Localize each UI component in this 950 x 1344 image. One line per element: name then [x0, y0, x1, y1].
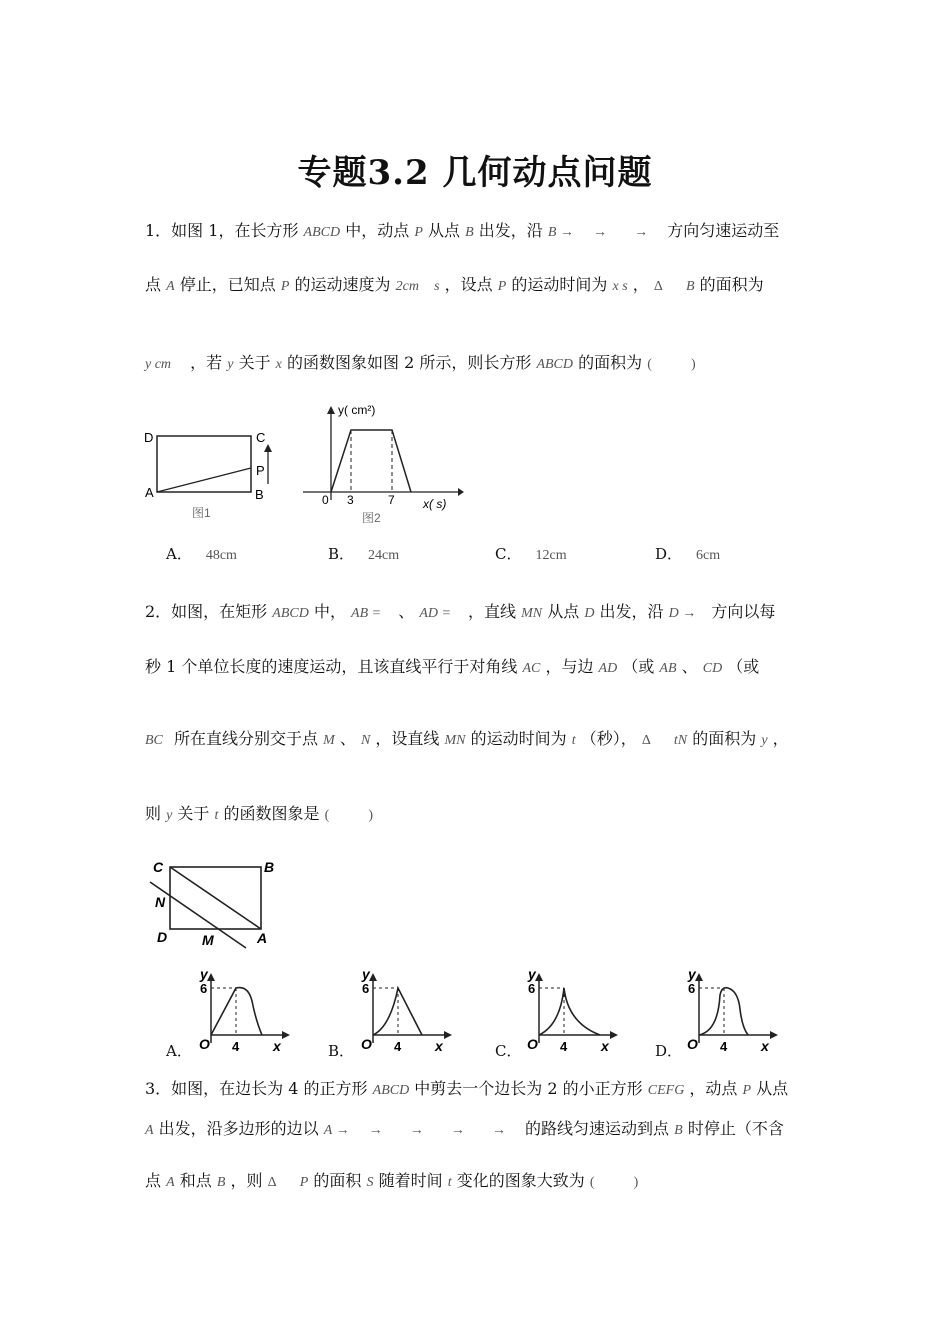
- y-label: y: [528, 966, 536, 982]
- option-value: 6cm: [696, 548, 721, 563]
- math: D: [584, 606, 595, 621]
- label-d: D: [157, 929, 168, 945]
- text: 所在直线分别交于点: [173, 729, 318, 748]
- math: D →: [668, 606, 697, 621]
- q2-option-b[interactable]: [328, 1040, 354, 1061]
- segment-ap: [157, 468, 251, 492]
- text: 的运动时间为: [511, 275, 608, 294]
- arrow-head-icon: [264, 444, 272, 452]
- math: AC: [522, 661, 541, 676]
- math: →: [593, 225, 607, 240]
- answer-paren: (: [589, 1175, 595, 1190]
- math: y cm: [145, 357, 172, 372]
- math: →: [409, 1123, 424, 1138]
- math: x s: [612, 279, 628, 294]
- origin-label: O: [527, 1036, 538, 1052]
- math: →: [368, 1123, 383, 1138]
- text: ，: [772, 729, 789, 748]
- y-axis-label: y( cm²): [338, 403, 376, 417]
- text: 从点: [427, 221, 460, 240]
- text: ，若: [190, 353, 223, 372]
- y-label: y: [362, 966, 370, 982]
- text: 停止，已知点: [179, 275, 276, 294]
- tick-label: 6: [362, 981, 370, 996]
- text: ，设点: [444, 275, 493, 294]
- function-graph: [539, 988, 600, 1035]
- y-axis-arrow-icon: [327, 406, 335, 414]
- answer-paren: (: [324, 808, 330, 823]
- math: ABCD: [372, 1083, 410, 1098]
- math: →: [491, 1123, 506, 1138]
- answer-paren: ): [633, 1175, 639, 1190]
- y-axis-arrow-icon: [535, 973, 543, 981]
- text: 的面积为: [578, 353, 643, 372]
- text: 的面积为: [699, 275, 764, 294]
- x-axis-arrow-icon: [770, 1031, 778, 1039]
- answer-paren: (: [647, 357, 652, 372]
- text: 变化的图象大致为: [456, 1171, 585, 1190]
- text: 中剪去一个边长为 2 的小正方形: [414, 1079, 643, 1098]
- math: t: [571, 733, 576, 748]
- y-label: y: [200, 966, 208, 982]
- text: 时停止（不含: [687, 1119, 784, 1138]
- y-axis-arrow-icon: [369, 973, 377, 981]
- math: B: [216, 1175, 226, 1190]
- text: 的运动时间为: [470, 729, 567, 748]
- option-label: D．: [655, 545, 683, 563]
- q2-line-4: [145, 803, 373, 827]
- math: y: [227, 357, 234, 372]
- q2-option-d[interactable]: [655, 1040, 682, 1061]
- option-label: B．: [328, 1042, 355, 1060]
- q2-line-2: [145, 656, 759, 680]
- text: 点: [145, 1171, 162, 1190]
- tick-label: 4: [560, 1039, 568, 1054]
- math: t: [214, 808, 219, 823]
- math: tN: [673, 733, 688, 748]
- q1-option-b[interactable]: [328, 543, 399, 564]
- text: 方向匀速运动至: [667, 221, 780, 240]
- x-label: x: [761, 1038, 769, 1054]
- function-graph: [331, 430, 411, 492]
- label-a: A: [145, 485, 154, 500]
- option-label: A．: [166, 545, 192, 563]
- text: 的函数图象如图 2 所示，则长方形: [286, 353, 532, 372]
- math: y: [166, 808, 173, 823]
- math: y: [761, 733, 768, 748]
- x-axis-arrow-icon: [610, 1031, 618, 1039]
- math: AB =: [351, 606, 382, 621]
- tick-label: 6: [528, 981, 536, 996]
- tick-label: 6: [200, 981, 208, 996]
- y-label: y: [688, 966, 696, 982]
- label-c: C: [153, 859, 164, 875]
- text: 随着时间: [378, 1171, 443, 1190]
- x-label: x: [435, 1038, 443, 1054]
- x-axis-label: x( s): [423, 497, 447, 511]
- x-axis-arrow-icon: [444, 1031, 452, 1039]
- math: A: [166, 279, 175, 294]
- math: Δ: [267, 1175, 277, 1190]
- text: 的运动速度为: [294, 275, 391, 294]
- q2-graph-d: [684, 965, 780, 1057]
- q2-graph-b: [358, 965, 454, 1057]
- text: 和点: [179, 1171, 212, 1190]
- text: 的面积: [313, 1171, 362, 1190]
- text: ，动点: [689, 1079, 738, 1098]
- y-axis-arrow-icon: [695, 973, 703, 981]
- math: x: [275, 357, 282, 372]
- q1-figure-2: [298, 398, 468, 530]
- figure-caption: 图2: [362, 511, 381, 525]
- text: 从点: [756, 1079, 789, 1098]
- math: P: [497, 279, 507, 294]
- text: ，与边: [545, 657, 594, 676]
- option-label: D．: [655, 1042, 683, 1060]
- math: B →: [547, 225, 574, 240]
- text: 点: [145, 275, 162, 294]
- figure-caption: 图1: [192, 506, 211, 520]
- label-d: D: [144, 430, 154, 445]
- text: 的路线匀速运动到点: [525, 1119, 670, 1138]
- text: 从点: [547, 602, 580, 621]
- text: 关于: [177, 804, 210, 823]
- text: 2．如图，在矩形: [145, 602, 268, 621]
- text: 中，: [313, 602, 346, 621]
- math: 2cm: [395, 279, 419, 294]
- text: 出发，沿: [478, 221, 543, 240]
- x-label: x: [273, 1038, 281, 1054]
- math: MN: [444, 733, 466, 748]
- q2-graph-c: [524, 965, 620, 1057]
- text: 1．如图 1，在长方形: [145, 221, 299, 240]
- q1-line-2: [145, 274, 764, 298]
- origin-label: O: [361, 1036, 372, 1052]
- q3-line-1: [145, 1078, 788, 1102]
- label-a: A: [257, 930, 268, 946]
- tick-label: 3: [347, 493, 354, 507]
- q2-line-1: [145, 601, 775, 625]
- math: A →: [323, 1123, 350, 1138]
- tick-label: 6: [688, 981, 696, 996]
- math: MN: [521, 606, 543, 621]
- math: →: [634, 225, 649, 240]
- math: Δ: [653, 279, 663, 294]
- math: AD: [598, 661, 618, 676]
- math: A: [145, 1123, 154, 1138]
- label-n: N: [155, 894, 166, 910]
- label-m: M: [202, 932, 214, 948]
- math: P: [299, 1175, 309, 1190]
- math: M: [323, 733, 335, 748]
- text: 、: [339, 729, 356, 748]
- option-label: A．: [166, 1042, 192, 1060]
- math: S: [366, 1175, 374, 1190]
- math: B: [674, 1123, 683, 1138]
- math: B: [465, 225, 474, 240]
- math: BC: [145, 733, 163, 748]
- label-b: B: [255, 487, 264, 502]
- math: ABCD: [303, 225, 341, 240]
- q3-line-3: [145, 1170, 638, 1194]
- text: 秒 1 个单位长度的速度运动，且该直线平行于对角线: [145, 657, 518, 676]
- origin-label: O: [687, 1036, 698, 1052]
- math: CEFG: [647, 1083, 685, 1098]
- math: CD: [702, 661, 723, 676]
- q3-line-2: [145, 1118, 784, 1142]
- answer-paren: ): [690, 357, 696, 372]
- q2-option-c[interactable]: [495, 1040, 521, 1061]
- label-p: P: [256, 463, 265, 478]
- option-label: B．: [328, 545, 355, 563]
- q2-figure: [140, 852, 290, 952]
- math: →: [450, 1123, 465, 1138]
- text: 、: [681, 657, 698, 676]
- label-b: B: [264, 859, 275, 875]
- tick-label: 7: [388, 493, 395, 507]
- option-value: 24cm: [368, 548, 400, 563]
- q2-graph-a: [196, 965, 292, 1057]
- q1-figure-1: [140, 420, 280, 530]
- q1-option-d[interactable]: [655, 543, 720, 564]
- diagonal-ac: [170, 867, 261, 929]
- text: ，: [632, 275, 649, 294]
- text: 的面积为: [692, 729, 757, 748]
- q1-option-c[interactable]: [495, 543, 567, 564]
- tick-label: 4: [720, 1039, 728, 1054]
- page-title: 专题3.2 几何动点问题: [297, 153, 653, 193]
- math: ABCD: [272, 606, 309, 621]
- math: t: [447, 1175, 452, 1190]
- math: s: [434, 279, 440, 294]
- q1-line-1: [145, 220, 779, 244]
- option-label: C．: [495, 545, 522, 563]
- text: （秒），: [580, 729, 637, 748]
- text: 3．如图，在边长为 4 的正方形: [145, 1079, 368, 1098]
- tick-label: 4: [232, 1039, 240, 1054]
- text: 出发，沿: [599, 602, 664, 621]
- tick-label: 4: [394, 1039, 402, 1054]
- math: P: [280, 279, 290, 294]
- q2-line-3: [145, 728, 789, 752]
- text: 出发，沿多边形的边以: [158, 1119, 319, 1138]
- text: ，直线: [468, 602, 517, 621]
- option-value: 12cm: [535, 548, 567, 563]
- text: （或: [622, 657, 655, 676]
- text: 则: [145, 804, 162, 823]
- math: P: [742, 1083, 752, 1098]
- q1-line-3: [145, 352, 696, 376]
- math: Δ: [641, 733, 651, 748]
- origin-label: 0: [322, 493, 329, 507]
- y-axis-arrow-icon: [207, 973, 215, 981]
- math: A: [166, 1175, 175, 1190]
- origin-label: O: [199, 1036, 210, 1052]
- x-label: x: [601, 1038, 609, 1054]
- rectangle-abcd: [157, 436, 251, 492]
- math: ABCD: [536, 357, 573, 372]
- text: 关于: [238, 353, 271, 372]
- text: ，设直线: [375, 729, 440, 748]
- x-axis-arrow-icon: [282, 1031, 290, 1039]
- text: 、: [398, 602, 415, 621]
- math: AB: [659, 661, 677, 676]
- text: ，则: [230, 1171, 263, 1190]
- math: N: [360, 733, 371, 748]
- label-c: C: [256, 430, 266, 445]
- option-label: C．: [495, 1042, 522, 1060]
- text: 的函数图象是: [223, 804, 320, 823]
- math: B: [685, 279, 695, 294]
- option-value: 48cm: [205, 548, 237, 563]
- math: P: [414, 225, 423, 240]
- text: （或: [727, 657, 760, 676]
- q1-option-a[interactable]: [166, 543, 237, 564]
- q2-option-a[interactable]: [166, 1040, 192, 1061]
- math: AD =: [419, 606, 451, 621]
- answer-paren: ): [368, 808, 374, 823]
- x-axis-arrow-icon: [458, 488, 464, 496]
- text: 方向以每: [711, 602, 776, 621]
- text: 中，动点: [345, 221, 410, 240]
